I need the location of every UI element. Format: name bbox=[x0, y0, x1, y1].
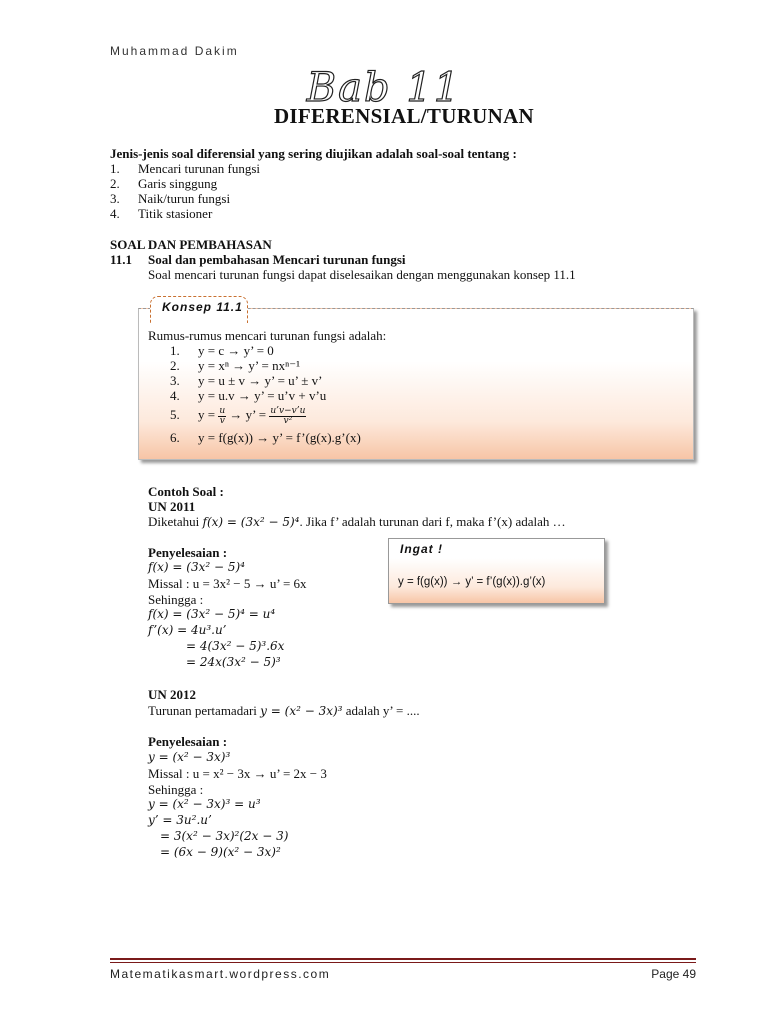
konsep-rule: 2. y = xⁿ → y’ = nxⁿ⁻¹ bbox=[170, 358, 300, 373]
page-number: Page 49 bbox=[651, 967, 696, 981]
footer-site: Matematikasmart.wordpress.com bbox=[110, 967, 331, 981]
reminder-title: Ingat ! bbox=[400, 542, 443, 556]
solution-line: y = (x² − 3x)³ bbox=[148, 750, 231, 764]
list-item: 3. Naik/turun fungsi bbox=[110, 191, 231, 206]
footer-divider bbox=[110, 962, 696, 963]
solution-line: f(x) = (3x² − 5)⁴ bbox=[148, 560, 245, 574]
subsection-description: Soal mencari turunan fungsi dapat diselesaikan dengan menggunakan konsep 11.1 bbox=[148, 267, 576, 282]
solution-line: = 4(3x² − 5)³.6x bbox=[186, 639, 285, 653]
chapter-title: DIFERENSIAL/TURUNAN bbox=[273, 104, 535, 128]
solution-line: = 3(x² − 3x)²(2x − 3) bbox=[160, 829, 289, 843]
solution-line: Sehingga : bbox=[148, 782, 204, 797]
konsep-intro: Rumus-rumus mencari turunan fungsi adalah: bbox=[148, 328, 387, 343]
solution-line: Sehingga : bbox=[148, 592, 204, 607]
solution-line: Missal : u = 3x² − 5 → u’ = 6x bbox=[148, 576, 307, 591]
exam-year: UN 2011 bbox=[148, 499, 196, 514]
solution-line: y = (x² − 3x)³ = u³ bbox=[148, 797, 261, 811]
author-name: Muhammad Dakim bbox=[110, 44, 239, 58]
list-item: 2. Garis singgung bbox=[110, 176, 218, 191]
list-item: 4. Titik stasioner bbox=[110, 206, 213, 221]
solution-line: = (6x − 9)(x² − 3x)² bbox=[160, 845, 281, 859]
intro-heading: Jenis-jenis soal diferensial yang sering diujikan adalah soal-soal tentang : bbox=[110, 146, 517, 161]
solution-line: = 24x(3x² − 5)³ bbox=[186, 655, 281, 669]
section-heading: SOAL DAN PEMBAHASAN bbox=[110, 237, 272, 252]
konsep-rule: 1. y = c → y’ = 0 bbox=[170, 343, 274, 358]
konsep-rule: 5. y = $\frac{u}{v}$ → y’ = $\frac{u’v-v’u}{\text{v²}}$ bbox=[170, 405, 306, 426]
question-1: Diketahui f(x) = (3x² − 5)⁴. Jika f’ adalah turunan dari f, maka f’(x) adalah … bbox=[148, 514, 566, 529]
konsep-label: Konsep 11.1 bbox=[162, 300, 243, 314]
konsep-rule: 4. y = u.v → y’ = u’v + v’u bbox=[170, 388, 327, 403]
solution-heading: Penyelesaian : bbox=[148, 734, 228, 749]
question-2: Turunan pertamadari y = (x² − 3x)³ adalah y’ = .... bbox=[148, 703, 420, 718]
solution-line: f(x) = (3x² − 5)⁴ = u⁴ bbox=[148, 607, 276, 621]
example-heading: Contoh Soal : bbox=[148, 484, 224, 499]
solution-line: y’ = 3u².u’ bbox=[148, 813, 212, 827]
subsection-heading: 11.1 Soal dan pembahasan Mencari turunan fungsi bbox=[110, 252, 406, 267]
exam-year: UN 2012 bbox=[148, 687, 197, 702]
konsep-rule: 6. y = f(g(x)) → y’ = f’(g(x).g’(x) bbox=[170, 430, 361, 445]
chapter-number: Bab 11 bbox=[306, 65, 462, 111]
solution-heading: Penyelesaian : bbox=[148, 545, 228, 560]
solution-line: Missal : u = x² − 3x → u’ = 2x − 3 bbox=[148, 766, 327, 781]
footer-divider bbox=[110, 958, 696, 960]
reminder-body: y = f(g(x)) → y’ = f’(g(x)).g’(x) bbox=[398, 576, 546, 588]
solution-line: f’(x) = 4u³.u’ bbox=[148, 623, 227, 637]
list-item: 1. Mencari turunan fungsi bbox=[110, 161, 261, 176]
konsep-rule: 3. y = u ± v → y’ = u’ ± v’ bbox=[170, 373, 323, 388]
